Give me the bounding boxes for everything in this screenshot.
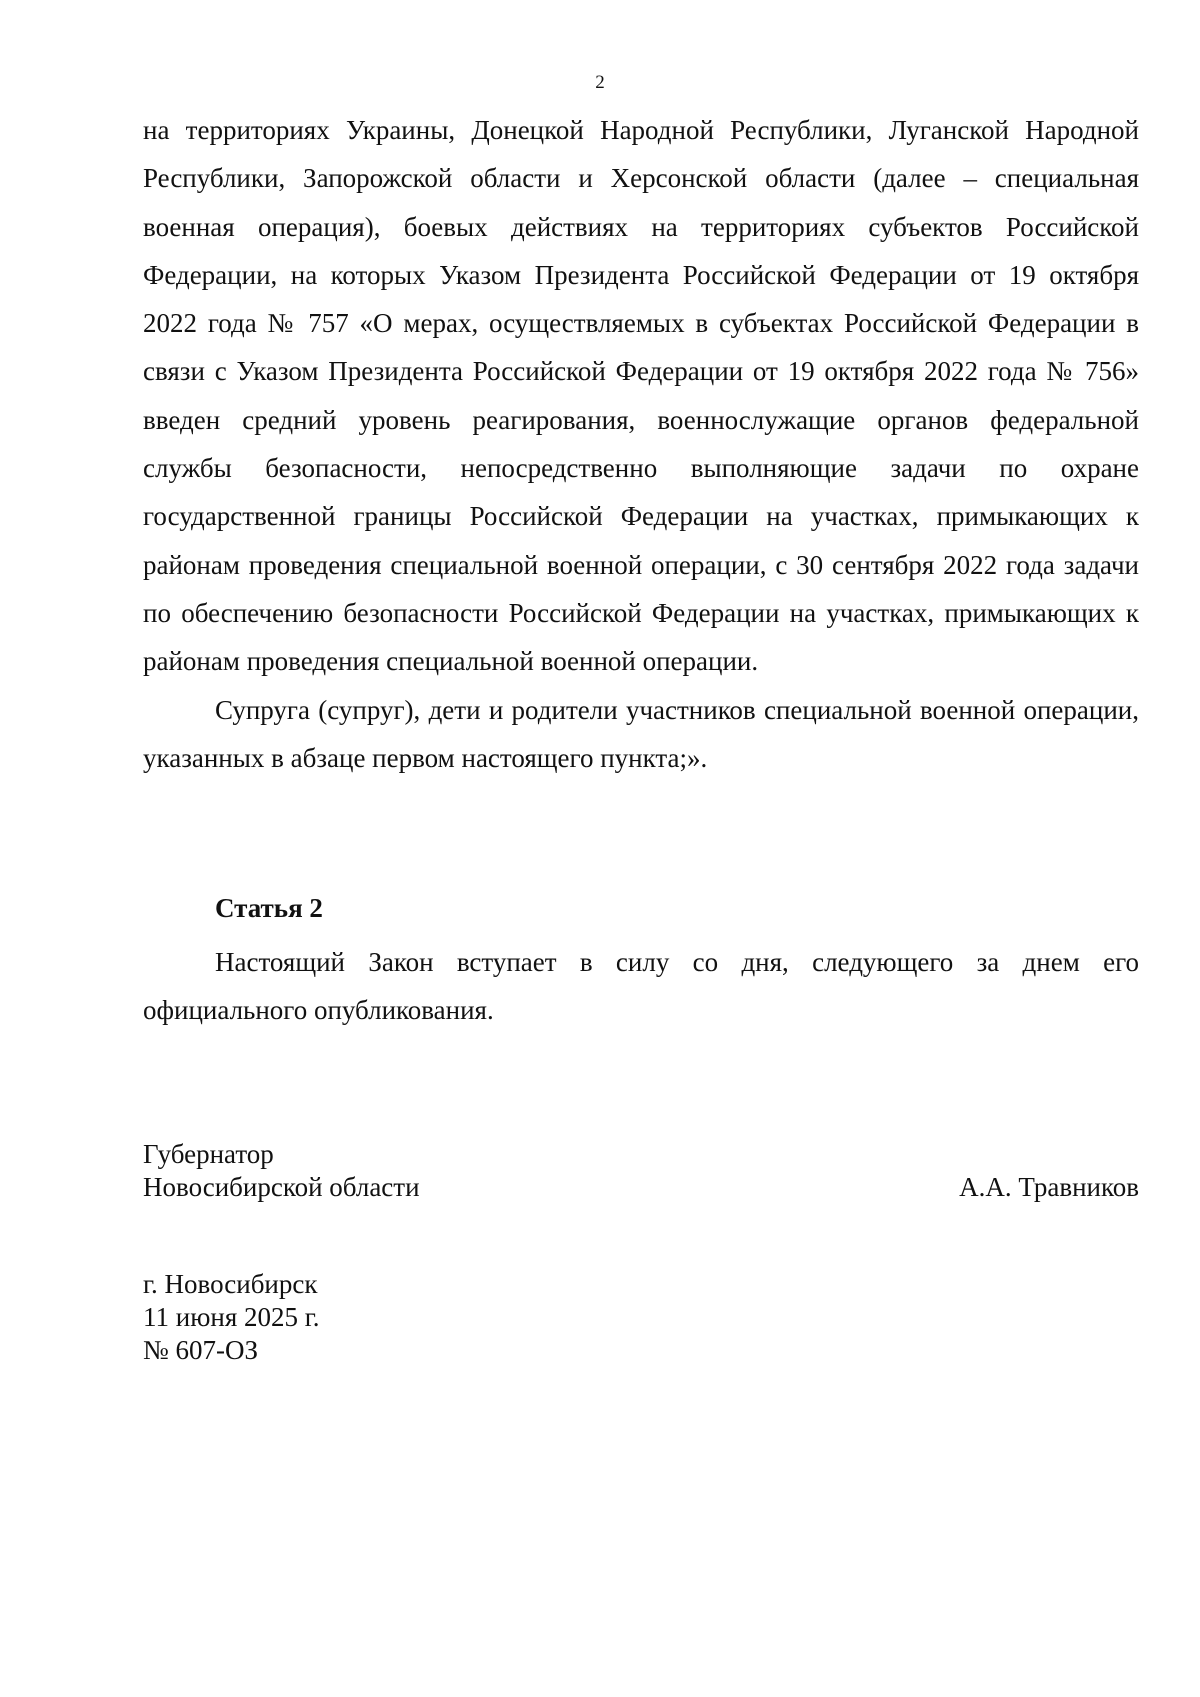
article-1-continuation <box>143 106 1139 782</box>
paragraph-continuation: на территориях Украины, Донецкой Народной Республики, Луганской Народной Республики, Запорожской области и Херсонской области (далее – специальная военная операция), боевых действиях на территориях субъектов Российской Федерации, на которых Указом Президента Российской Федерации от 19 октября 2022 года № 757 «О мерах, осуществляемых в субъектах Российской Федерации в связи с Указом Президента Российской Федерации от 19 октября 2022 года № 756» введен средний уровень реагирования, военнослужащие органов федеральной службы безопасности, непосредственно выполняющие задачи по охране государственной границы Российской Федерации на участках, примыкающих к районам проведения специальной военной операции, с 30 сентября 2022 года задачи по обеспечению безопасности Российской Федерации на участках, примыкающих к районам проведения специальной военной операции. <box>143 115 1139 677</box>
city: г. Новосибирск <box>143 1269 318 1299</box>
signature-block <box>143 1138 1139 1218</box>
law-number: № 607-ОЗ <box>143 1335 259 1365</box>
page-number: 2 <box>595 72 605 93</box>
signatory-title-line-1: Губернатор <box>143 1139 274 1169</box>
law-date: 11 июня 2025 г. <box>143 1302 320 1332</box>
signatory-name: А.А. Травников <box>959 1172 1139 1202</box>
article-2-text: Настоящий Закон вступает в силу со дня, следующего за днем его официального опубликования. <box>143 947 1139 1026</box>
place-date-number-block <box>143 1268 320 1367</box>
signatory-title-line-2: Новосибирской области <box>143 1172 420 1202</box>
paragraph-family-members: Супруга (супруг), дети и родители участников специальной военной операции, указанных в абзаце первом настоящего пункта;». <box>143 694 1139 773</box>
article-2-heading: Статья 2 <box>215 893 323 923</box>
article-2-body <box>143 938 1139 1035</box>
